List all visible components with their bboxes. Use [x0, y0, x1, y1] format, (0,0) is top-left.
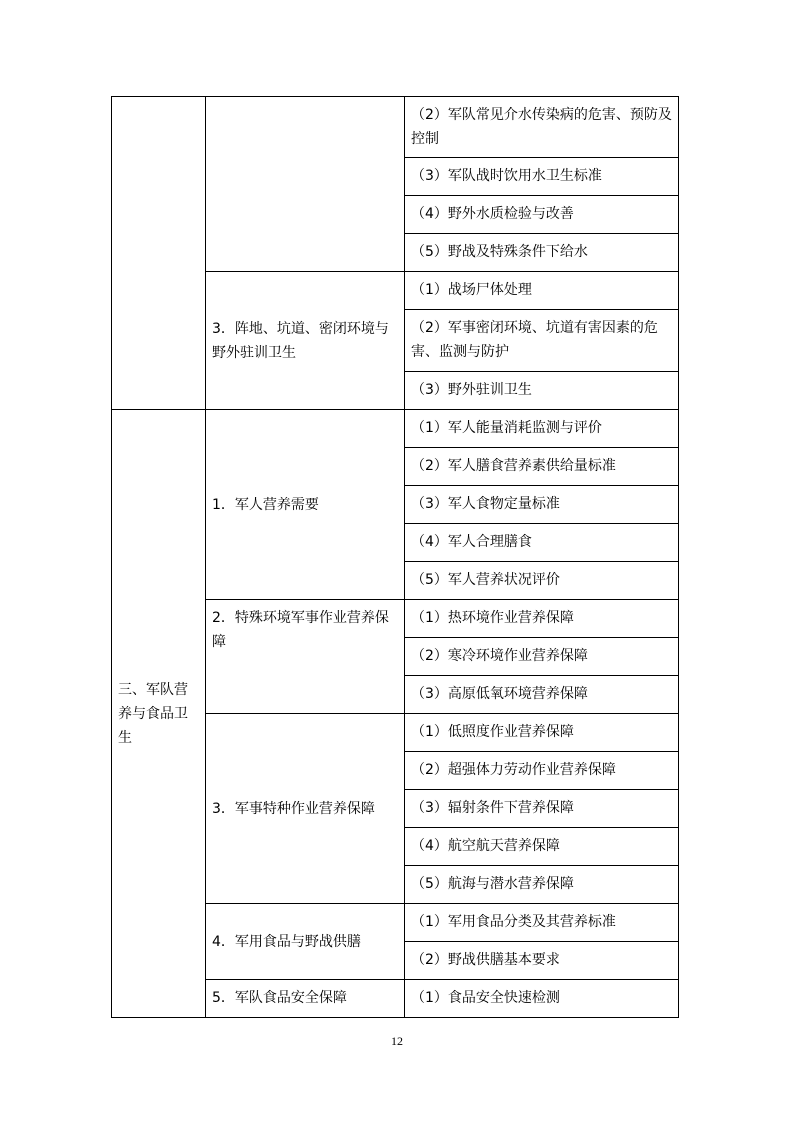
item-cell: （2）军人膳食营养素供给量标准	[405, 448, 679, 486]
item-cell: （4）军人合理膳食	[405, 524, 679, 562]
item-cell: （3）野外驻训卫生	[405, 372, 679, 410]
category-cell-continued	[112, 97, 206, 410]
topic-cell: 4．军用食品与野战供膳	[206, 904, 405, 980]
item-cell: （4）野外水质检验与改善	[405, 196, 679, 234]
topic-cell: 5．军队食品安全保障	[206, 980, 405, 1018]
topic-cell: 2．特殊环境军事作业营养保障	[206, 600, 405, 714]
syllabus-table	[111, 96, 679, 1018]
item-cell: （1）战场尸体处理	[405, 272, 679, 310]
item-cell: （2）军队常见介水传染病的危害、预防及控制	[405, 97, 679, 158]
item-cell: （5）航海与潜水营养保障	[405, 866, 679, 904]
item-cell: （3）军人食物定量标准	[405, 486, 679, 524]
topic-cell-continued	[206, 97, 405, 272]
topic-cell: 3．阵地、坑道、密闭环境与野外驻训卫生	[206, 272, 405, 410]
item-cell: （3）高原低氧环境营养保障	[405, 676, 679, 714]
category-cell: 三、军队营养与食品卫生	[112, 410, 206, 1018]
item-cell: （1）军人能量消耗监测与评价	[405, 410, 679, 448]
item-cell: （3）军队战时饮用水卫生标准	[405, 158, 679, 196]
item-cell: （2）军事密闭环境、坑道有害因素的危害、监测与防护	[405, 310, 679, 372]
item-cell: （1）军用食品分类及其营养标准	[405, 904, 679, 942]
item-cell: （2）寒冷环境作业营养保障	[405, 638, 679, 676]
item-cell: （2）野战供膳基本要求	[405, 942, 679, 980]
table-row	[112, 97, 679, 158]
topic-cell: 3．军事特种作业营养保障	[206, 714, 405, 904]
item-cell: （4）航空航天营养保障	[405, 828, 679, 866]
item-cell: （2）超强体力劳动作业营养保障	[405, 752, 679, 790]
item-cell: （1）热环境作业营养保障	[405, 600, 679, 638]
item-cell: （5）野战及特殊条件下给水	[405, 234, 679, 272]
item-cell: （1）食品安全快速检测	[405, 980, 679, 1018]
item-cell: （1）低照度作业营养保障	[405, 714, 679, 752]
table-row	[112, 410, 679, 448]
topic-cell: 1．军人营养需要	[206, 410, 405, 600]
item-cell: （3）辐射条件下营养保障	[405, 790, 679, 828]
item-cell: （5）军人营养状况评价	[405, 562, 679, 600]
page-number: 12	[391, 1034, 403, 1048]
